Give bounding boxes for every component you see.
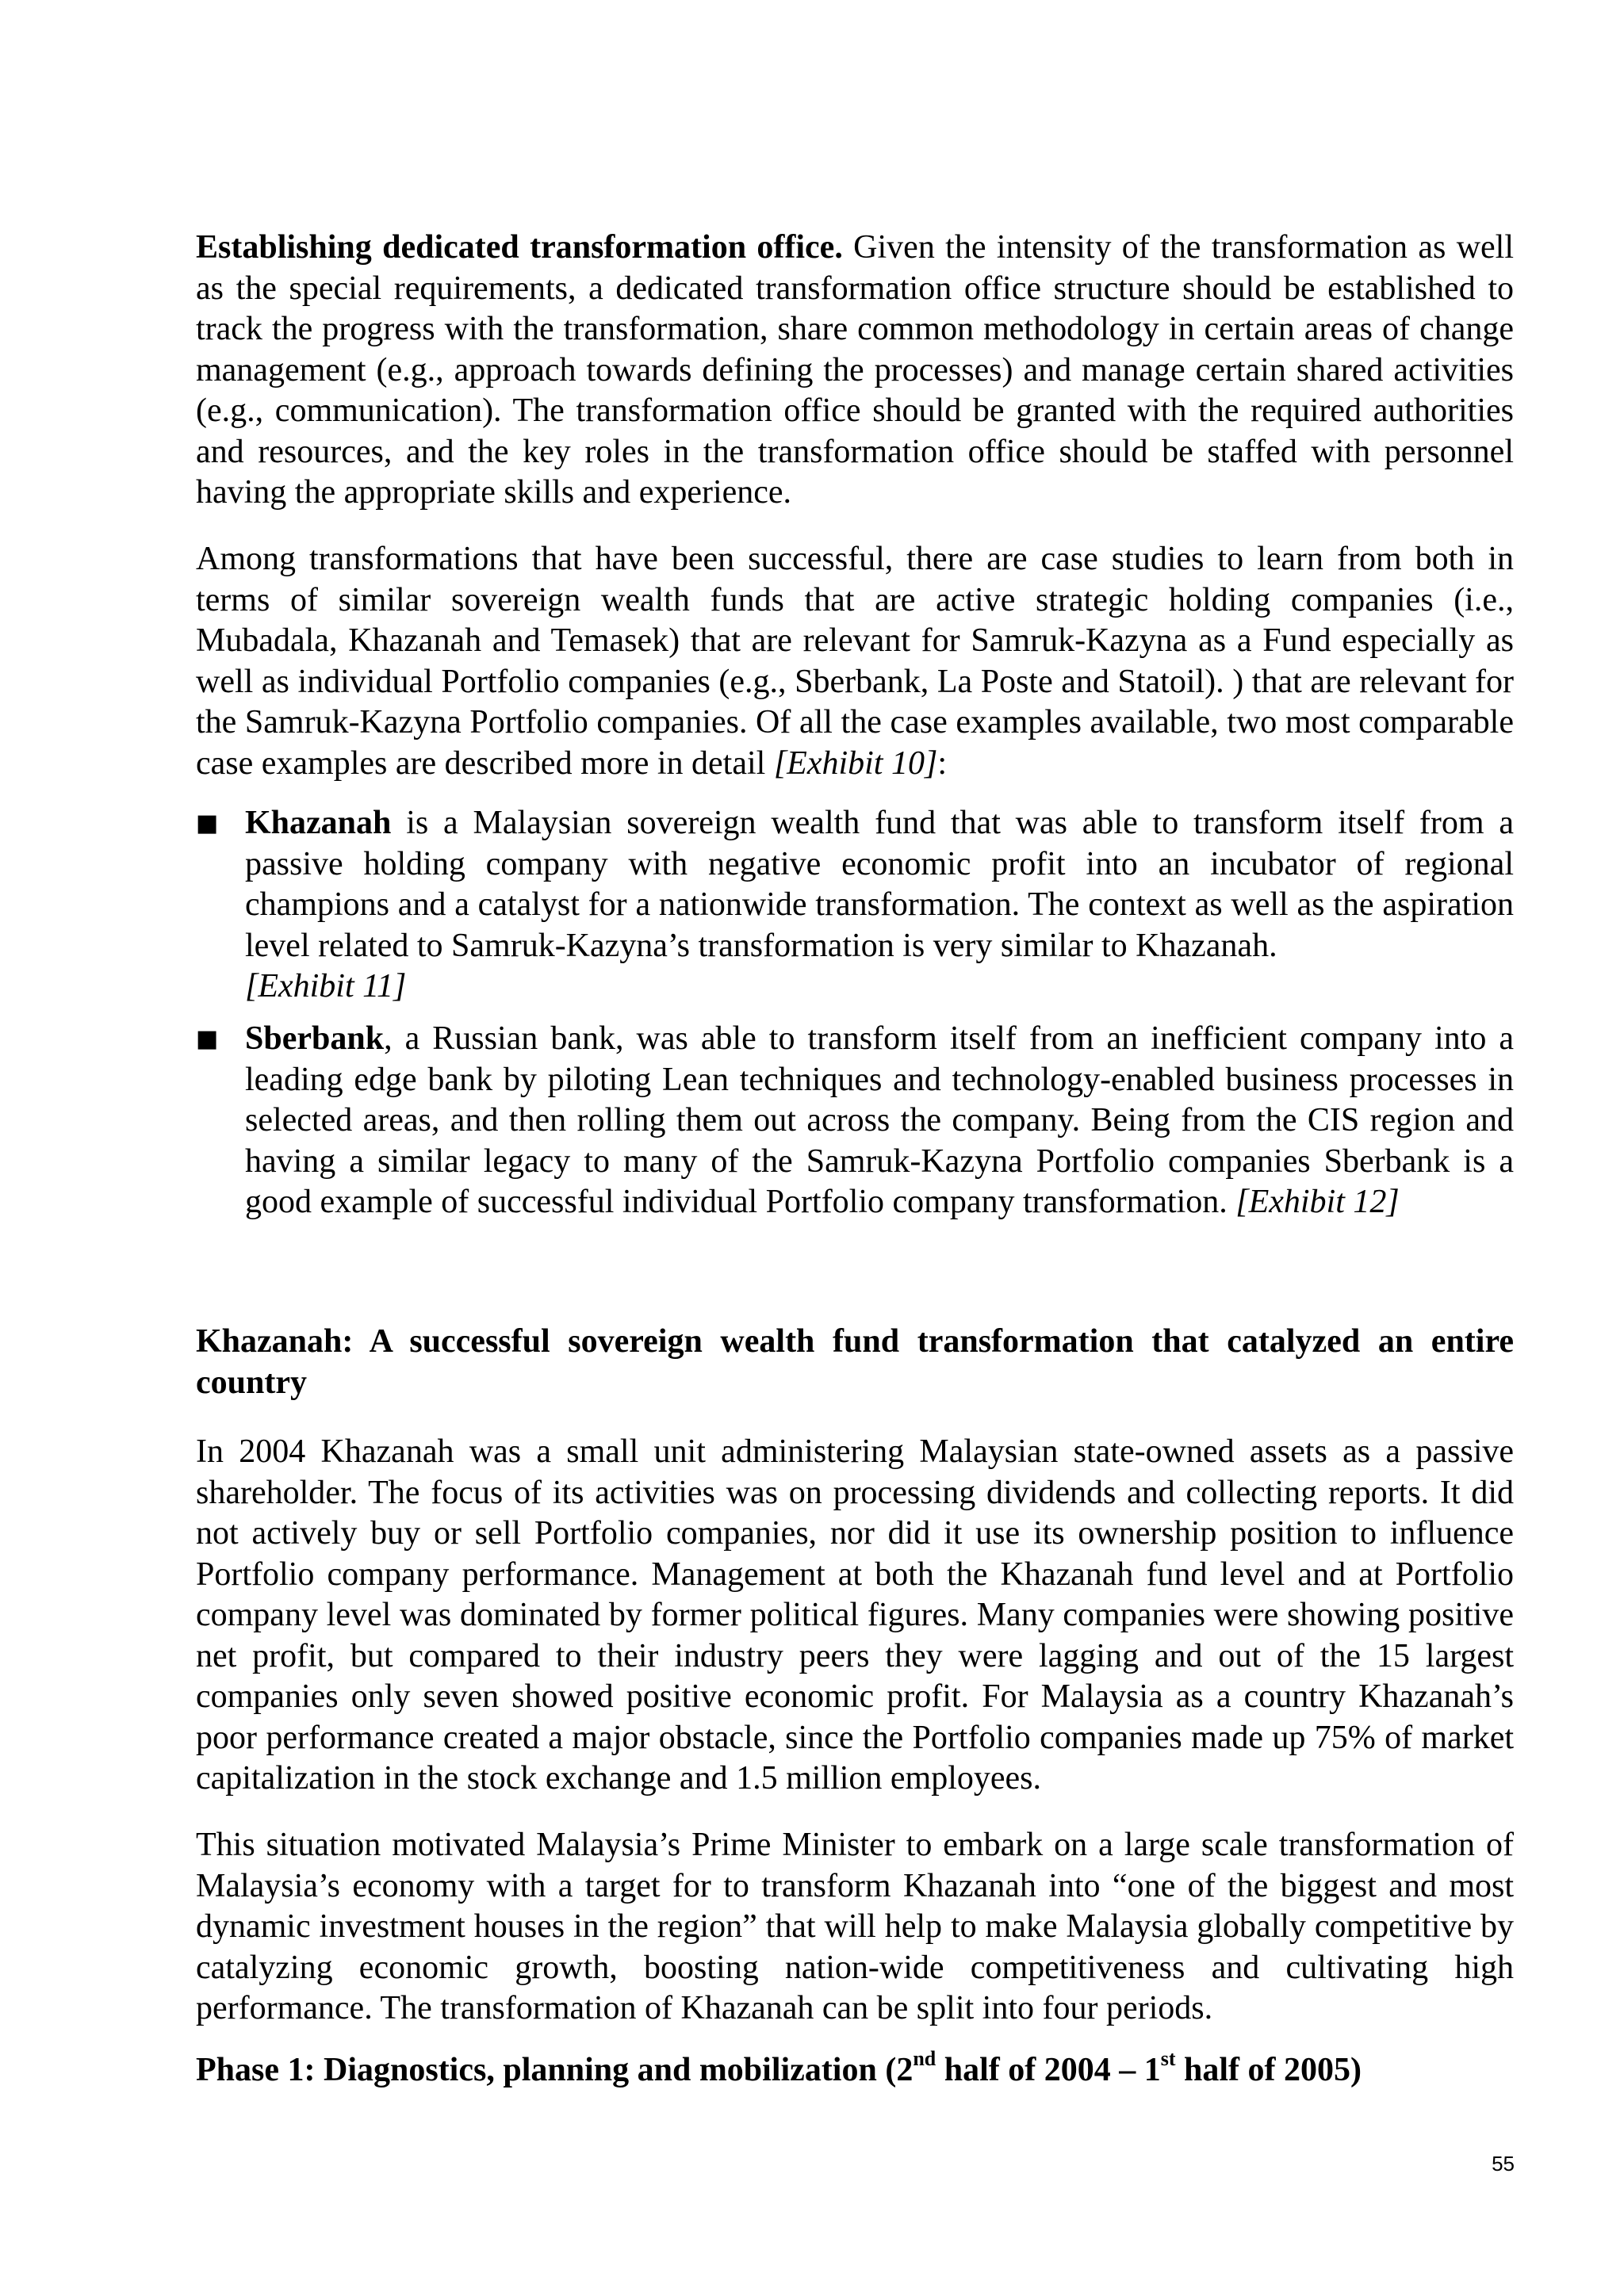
bullet-khazanah: [196, 803, 1514, 1009]
bullet-sberbank: [196, 1019, 1514, 1265]
phase-1-title-end: half of 2005): [1175, 2052, 1362, 2088]
case-studies-text: Among transformations that have been successful, there are case studies to learn from both in terms of similar sovereign wealth funds that are active strategic holding companies (i.e., Mubadala, Khazanah and Temasek) that are relevant for Samruk-Kazyna as a Fund especially as well as individual Portfolio companies (e.g., Sberbank, La Poste and Statoil). ) that are relevant for the Samruk-Kazyna Portfolio companies. Of all the case examples available, two most comparable case examples are described more in detail: [196, 541, 1514, 782]
khazanah-section-heading: Khazanah: A successful sovereign wealth fund transformation that catalyzed an entire country: [196, 1323, 1514, 1401]
case-studies-paragraph: [196, 539, 1514, 784]
bullet-khazanah-name: Khazanah: [245, 805, 392, 841]
page-number: 55: [1492, 2152, 1515, 2175]
bullet-khazanah-body: [245, 803, 1514, 1008]
bullet-sberbank-body: [245, 1019, 1514, 1223]
bullet-square-icon: ■: [196, 1025, 219, 1053]
phase-1-title-middle: half of 2004 – 1: [936, 2052, 1161, 2088]
case-studies-tail: :: [937, 744, 947, 782]
exhibit-10-reference: [Exhibit 10]: [773, 744, 938, 782]
phase-1-title-start: Phase 1: Diagnostics, planning and mobilization (2: [196, 2052, 914, 2088]
phase-1-heading: [196, 2047, 1514, 2091]
phase-1-superscript-nd: nd: [913, 2047, 936, 2070]
khazanah-history-paragraph: In 2004 Khazanah was a small unit administering Malaysian state-owned assets as a passive shareholder. The focus of its activities was on processing dividends and collecting reports. It did not actively buy or sell Portfolio companies, nor did it use its ownership position to influence Portfolio company performance. Management at both the Khazanah fund level and at Portfolio company level was dominated by former political figures. Many companies were showing positive net profit, but compared to their industry peers they were lagging and out of the 15 largest companies only seven showed positive economic profit. For Malaysia as a country Khazanah’s poor performance created a major obstacle, since the Portfolio companies made up 75% of market capitalization in the stock exchange and 1.5 million employees.: [196, 1433, 1514, 1797]
transformation-office-text: Given the intensity of the transformation as well as the special requirements, a dedicated transformation office structure should be established to track the progress with the transformation, share common methodology in certain areas of change management (e.g., approach towards defining the processes) and manage certain shared activities (e.g., communication). The transformation office should be granted with the required authorities and resources, and the key roles in the transformation office should be staffed with personnel having the appropriate skills and experience.: [196, 229, 1514, 511]
exhibit-11-reference: [Exhibit 11]: [245, 968, 407, 1004]
transformation-office-heading: Establishing dedicated transformation office.: [196, 229, 843, 266]
phase-1-superscript-st: st: [1160, 2047, 1176, 2070]
exhibit-12-reference: [Exhibit 12]: [1235, 1184, 1400, 1220]
bullet-square-icon: ■: [196, 809, 219, 837]
bullet-sberbank-name: Sberbank: [245, 1020, 385, 1057]
transformation-office-paragraph: [196, 228, 1514, 514]
bullet-khazanah-text: is a Malaysian sovereign wealth fund that was able to transform itself from a passive holding company with negative economic profit into an incubator of regional champions and a catalyst for a nationwide transformation. The context as well as the aspiration level related to Samruk-Kazyna’s transformation is very similar to Khazanah.: [245, 805, 1515, 964]
khazanah-motivation-paragraph: This situation motivated Malaysia’s Prime Minister to embark on a large scale transformation of Malaysia’s economy with a target for to transform Khazanah into “one of the biggest and most dynamic investment houses in the region” that will help to make Malaysia globally competitive by catalyzing economic growth, boosting nation-wide competitiveness and cultivating high performance. The transformation of Khazanah can be split into four periods.: [196, 1827, 1514, 2026]
bullet-sberbank-text: , a Russian bank, was able to transform itself from an inefficient company into a leading edge bank by piloting Lean techniques and technology-enabled business processes in selected areas, and then rolling them out across the company. Being from the CIS region and having a similar legacy to many of the Samruk-Kazyna Portfolio companies Sberbank is a good example of successful individual Portfolio company transformation.: [245, 1020, 1514, 1220]
